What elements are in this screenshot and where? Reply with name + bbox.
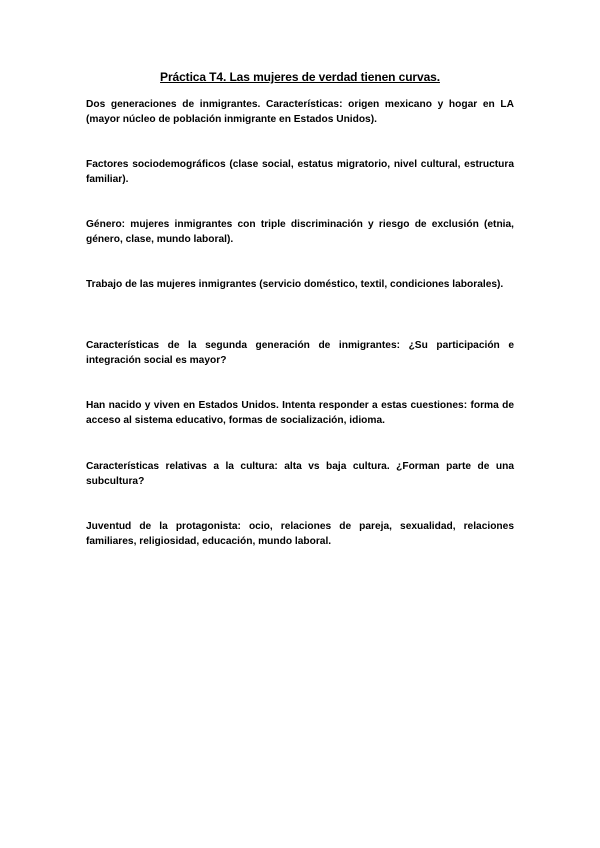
- paragraph-estados-unidos: Han nacido y viven en Estados Unidos. Intenta responder a estas cuestiones: forma de acceso al sistema educativo, formas de socialización, idioma.: [86, 400, 514, 426]
- paragraph-cultura: Características relativas a la cultura: alta vs baja cultura. ¿Forman parte de una subcultura?: [86, 461, 514, 487]
- paragraph-generaciones: Dos generaciones de inmigrantes. Características: origen mexicano y hogar en LA (mayor núcleo de población inmigrante en Estados Unidos).: [86, 99, 514, 125]
- page-title: Práctica T4. Las mujeres de verdad tienen curvas.: [160, 70, 440, 84]
- paragraph-genero: Género: mujeres inmigrantes con triple discriminación y riesgo de exclusión (etnia, género, clase, mundo laboral).: [86, 219, 514, 245]
- paragraph-factores: Factores sociodemográficos (clase social, estatus migratorio, nivel cultural, estructura familiar).: [86, 159, 514, 185]
- paragraph-segunda-generacion: Características de la segunda generación de inmigrantes: ¿Su participación e integración social es mayor?: [86, 340, 514, 366]
- paragraph-juventud: Juventud de la protagonista: ocio, relaciones de pareja, sexualidad, relaciones familiares, religiosidad, educación, mundo laboral.: [86, 521, 514, 547]
- paragraph-trabajo: Trabajo de las mujeres inmigrantes (servicio doméstico, textil, condiciones laborales).: [86, 279, 504, 290]
